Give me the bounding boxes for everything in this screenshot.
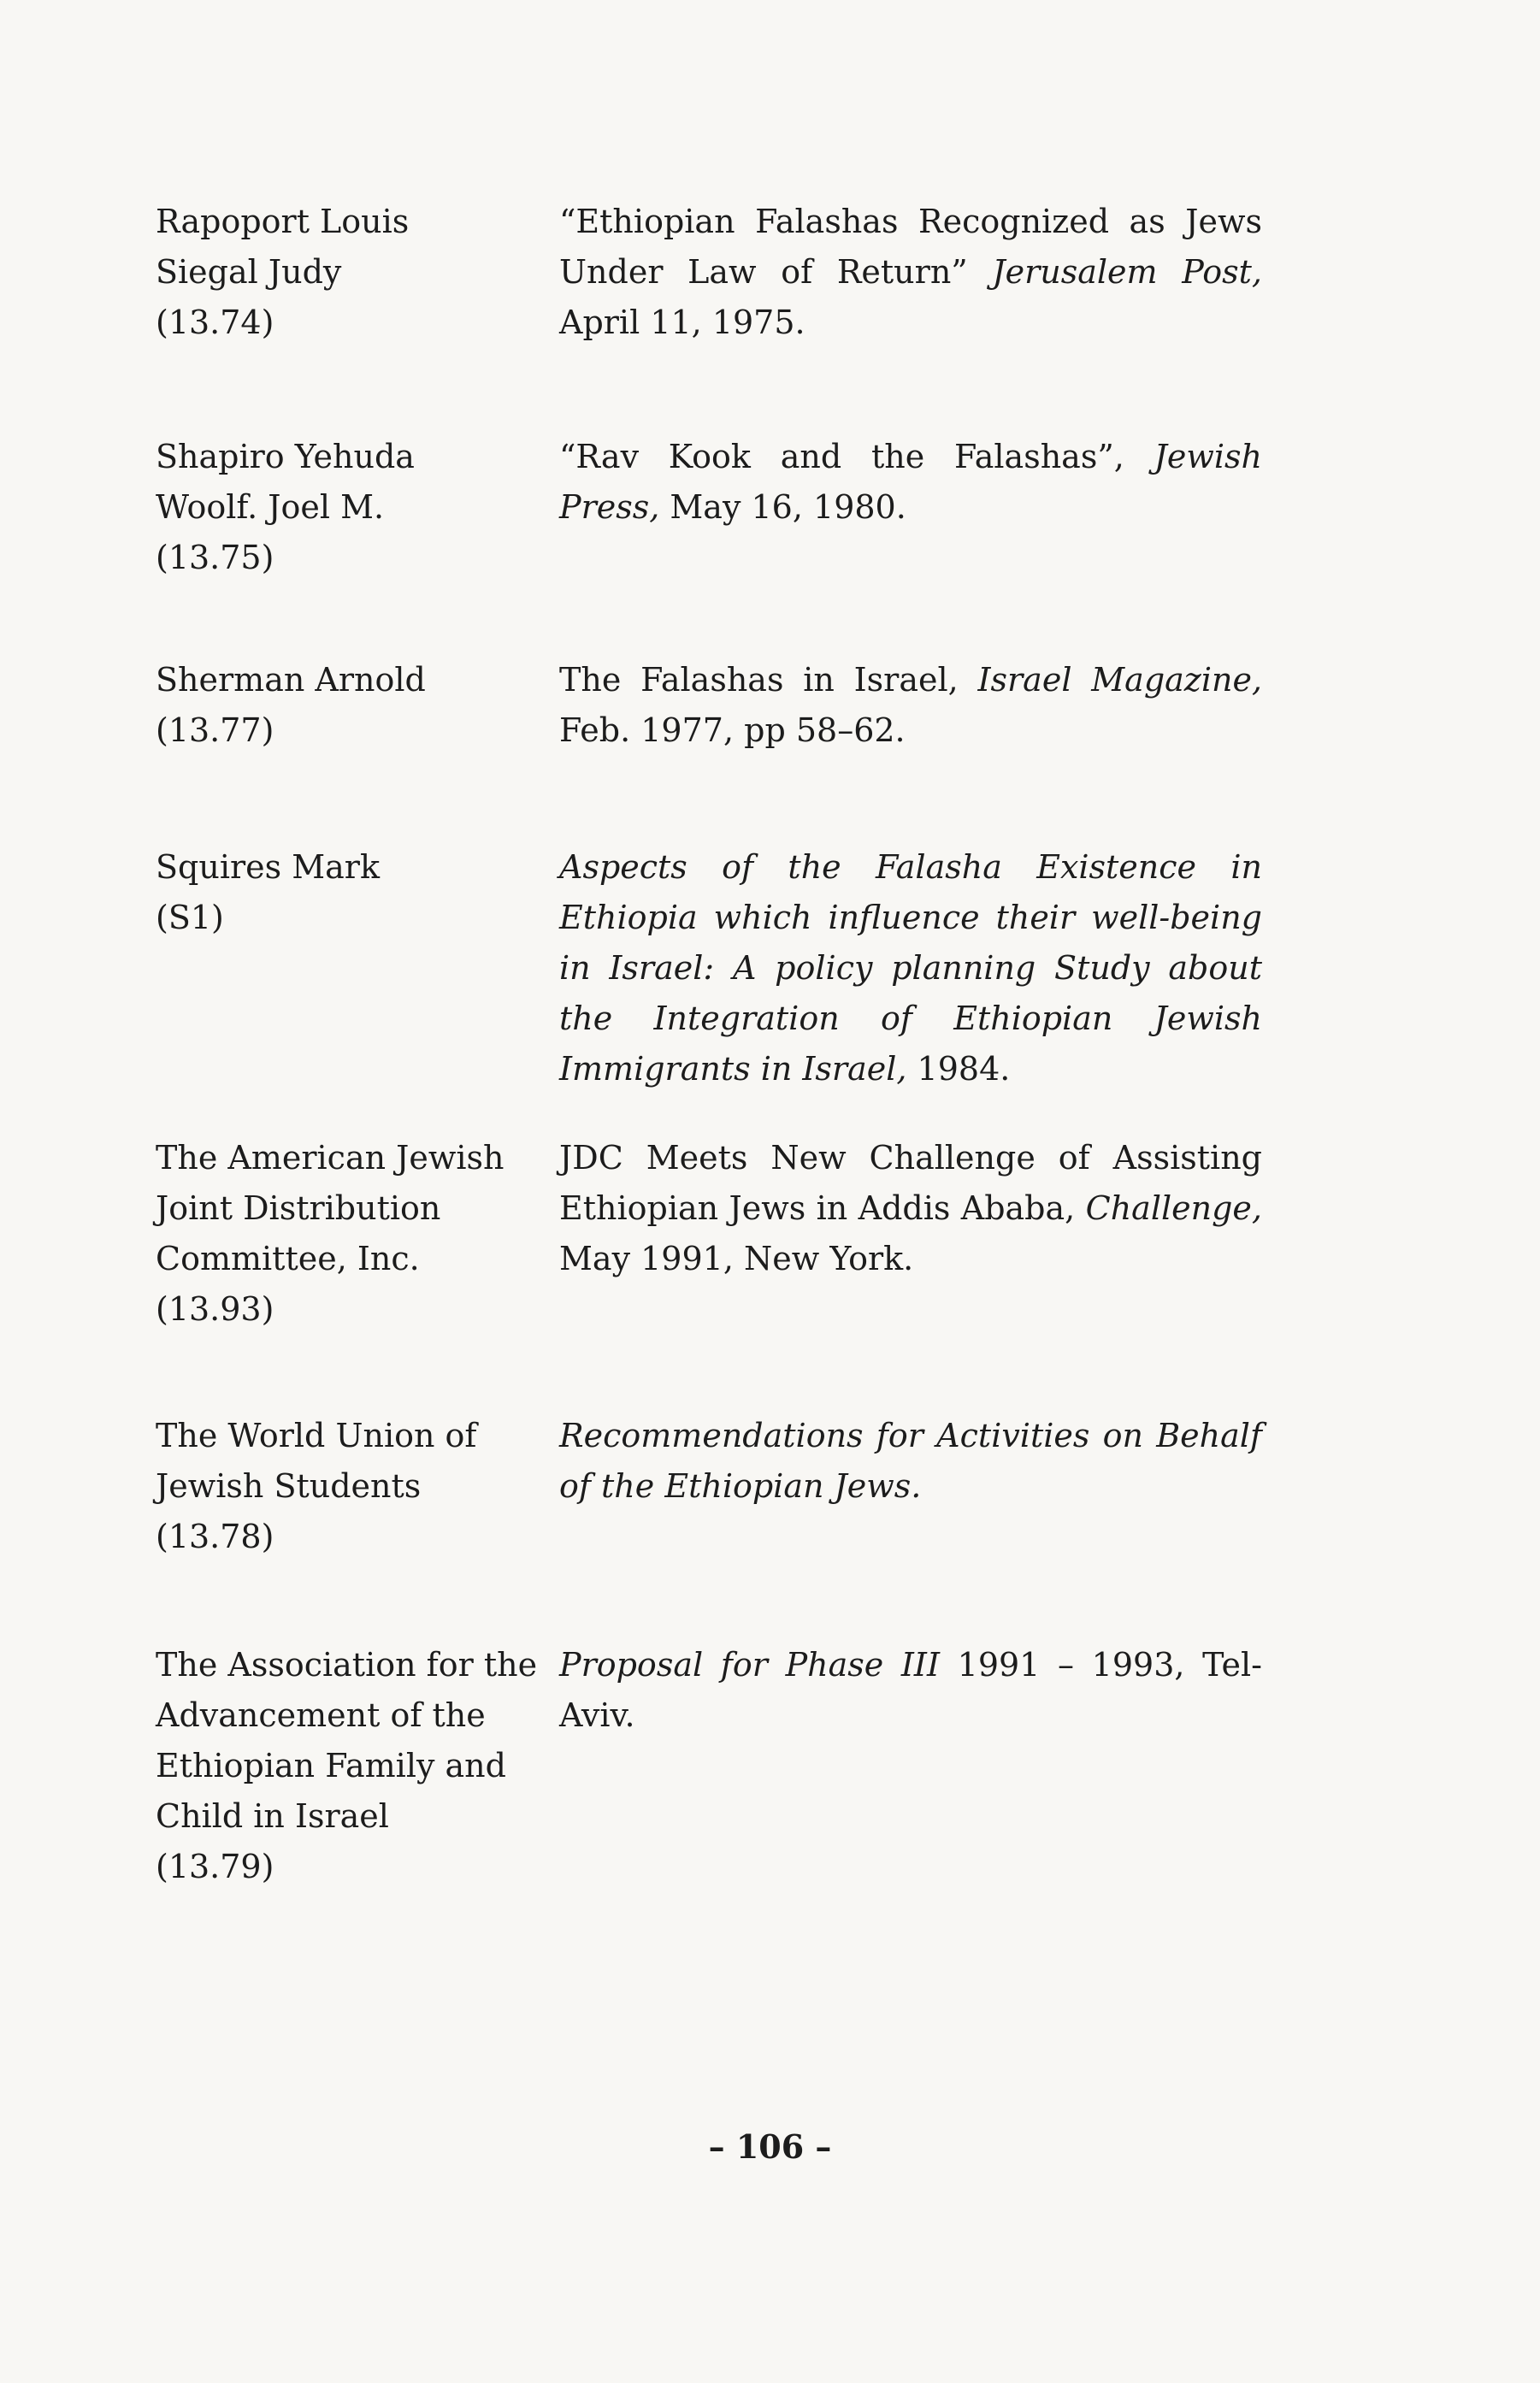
author-line: Committee, Inc. — [156, 1240, 420, 1277]
entry-author — [156, 1411, 532, 1562]
citation-text-italic: Jewish Press, — [559, 438, 1262, 526]
author-line: (13.77) — [156, 711, 274, 749]
entry-citation — [559, 432, 1262, 533]
citation-text: Feb. 1977, pp 58–62. — [559, 711, 906, 749]
author-line: (13.75) — [156, 539, 274, 576]
citation-text-italic: Jerusalem Post, — [992, 253, 1262, 291]
author-line: Shapiro Yehuda — [156, 438, 415, 475]
entry-author — [156, 197, 532, 348]
author-line: Sherman Arnold — [156, 661, 426, 699]
author-line: The American Jewish — [156, 1139, 504, 1177]
author-line: (13.79) — [156, 1848, 274, 1885]
citation-text: 1984. — [906, 1050, 1011, 1088]
citation-text: May 16, 1980. — [659, 488, 906, 526]
author-line: (S1) — [156, 899, 224, 936]
author-line: Advancement of the — [156, 1696, 486, 1734]
citation-text: The Falashas in Israel, — [559, 661, 978, 699]
author-line: Siegal Judy — [156, 253, 342, 291]
entry-citation — [559, 1640, 1262, 1741]
citation-text: “Rav Kook and the Falashas”, — [559, 438, 1154, 475]
entry-author — [156, 655, 532, 756]
author-line: Squires Mark — [156, 848, 380, 886]
author-line: (13.78) — [156, 1518, 274, 1555]
entry-citation — [559, 197, 1262, 348]
author-line: The Association for the — [156, 1646, 538, 1684]
citation-text-italic: Aspects of the Falasha Existence in Ethiopia which influence their well-being in Israel: A policy planning Study about the Integration of Ethiopian Jewish Immigrants in Israel, — [559, 848, 1262, 1088]
citation-text-italic: Challenge, — [1085, 1189, 1262, 1227]
citation-text: JDC Meets New Challenge of Assisting Ethiopian Jews in Addis Ababa, — [559, 1139, 1262, 1227]
author-line: Child in Israel — [156, 1797, 389, 1835]
entry-author — [156, 1133, 532, 1335]
author-line: (13.74) — [156, 304, 274, 341]
entry-citation — [559, 842, 1262, 1094]
citation-text-italic: Proposal for Phase III — [559, 1646, 940, 1684]
author-line: (13.93) — [156, 1290, 274, 1328]
entry-author — [156, 842, 532, 943]
entry-author — [156, 1640, 538, 1892]
author-line: Joint Distribution — [156, 1189, 441, 1227]
citation-text: “Ethiopian Falashas Recognized as Jews Under Law of Return” — [559, 203, 1262, 291]
page-number: – 106 – — [708, 2127, 832, 2166]
author-line: Ethiopian Family and — [156, 1747, 506, 1784]
entry-citation — [559, 655, 1262, 756]
citation-text: 1991 – 1993, Tel-Aviv. — [559, 1646, 1263, 1734]
entry-citation — [559, 1411, 1262, 1512]
author-line: Rapoport Louis — [156, 203, 410, 240]
entry-citation — [559, 1133, 1262, 1284]
citation-text-italic: Israel Magazine, — [977, 661, 1263, 699]
citation-text: April 11, 1975. — [559, 304, 805, 341]
citation-text-italic: Recommendations for Activities on Behalf of the Ethiopian Jews. — [559, 1417, 1262, 1505]
author-line: Woolf. Joel M. — [156, 488, 385, 526]
author-line: The World Union of — [156, 1417, 477, 1454]
citation-text: May 1991, New York. — [559, 1240, 914, 1277]
entry-author — [156, 432, 532, 583]
author-line: Jewish Students — [156, 1467, 422, 1505]
